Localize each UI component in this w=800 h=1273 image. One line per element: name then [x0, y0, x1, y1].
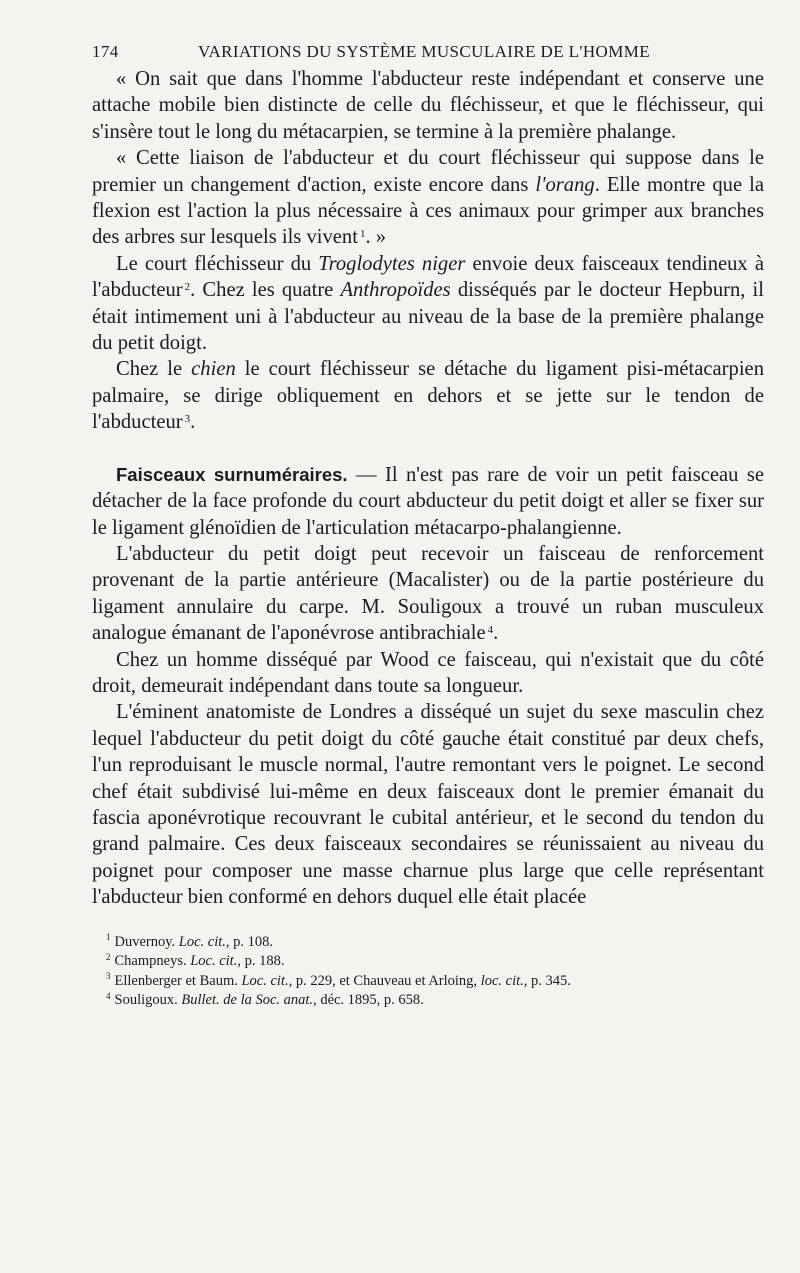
body-text	[92, 66, 764, 911]
footnote-1: $^1$ Duvernoy. Loc. cit., p. 108.	[106, 932, 274, 950]
section-heading: Faisceaux surnuméraires.	[116, 463, 348, 485]
footnote-ref-2: 2	[184, 280, 191, 293]
italic-term-orang: l'orang	[535, 173, 595, 196]
running-head	[92, 38, 764, 66]
paragraph-renforcement: L'abducteur du petit doigt peut recevoir un faisceau de renforcement provenant de la partie antérieure (Macalister) ou de la partie postérieure du ligament annulaire du carpe. M. Souligoux a trouvé un ruban musculeux analogue émanant de l'aponévrose antibrachiale $^4$.	[92, 542, 764, 645]
page-number: 174	[92, 42, 119, 61]
paragraph-chien: Chez le chien le court fléchisseur se détache du ligament pisi-métacarpien palmaire, se dirige obliquement en dehors et se jette sur le tendon de l'abducteur $^3$.	[92, 358, 764, 434]
running-title: VARIATIONS DU SYSTÈME MUSCULAIRE DE L'HOMME	[198, 42, 651, 61]
footnotes	[92, 933, 764, 1011]
paragraph-faisceaux: Faisceaux surnuméraires. — Il n'est pas rare de voir un petit faisceau se détacher de la face profonde du court abducteur du petit doigt et aller se fixer sur le ligament glénoïdien de l'articulation métacarpo-phalangienne.	[92, 463, 764, 539]
footnote-ref-3: 3	[184, 412, 191, 425]
footnote-3: $^3$ Ellenberger et Baum. Loc. cit., p. 229, et Chauveau et Arloing, loc. cit., p. 345.	[106, 971, 571, 989]
footnote-2: $^2$ Champneys. Loc. cit., p. 188.	[106, 951, 285, 970]
footnote-ref-1: 1	[359, 227, 366, 240]
italic-term-chien: chien	[191, 358, 236, 381]
footnote-ref-4: 4	[487, 623, 494, 636]
paragraph-wood: Chez un homme disséqué par Wood ce faisceau, qui n'existait que du côté droit, demeurait indépendant dans toute sa longueur.	[92, 648, 764, 697]
paragraph-quote-1: « On sait que dans l'homme l'abducteur reste indépendant et conserve une attache mobile bien distincte de celle du fléchisseur, et que le fléchisseur, qui s'insère tout le long du métacarpien, se termine à la première phalange.	[92, 68, 764, 143]
italic-term-troglodytes: Troglodytes niger	[318, 252, 466, 275]
footnote-4: $^4$ Souligoux. Bullet. de la Soc. anat., déc. 1895, p. 658.	[106, 990, 424, 1009]
paragraph-troglodytes: Le court fléchisseur du Troglodytes niger envoie deux faisceaux tendineux à l'abducteur $^2$. Chez les quatre Anthropoïdes disséqués par le docteur Hepburn, il était intimement uni à l'abducteur au niveau de la base de la première phalange du petit doigt.	[92, 252, 764, 355]
paragraph-quote-2: « Cette liaison de l'abducteur et du court fléchisseur qui suppose dans le premier un changement d'action, existe encore dans l'orang. Elle montre que la flexion est l'action la plus nécessaire à ces animaux pour grimper aux branches des arbres sur lesquels ils vivent $^1$. »	[92, 147, 764, 249]
book-page	[92, 38, 764, 1011]
italic-term-anthropoides: Anthropoïdes	[340, 279, 451, 302]
paragraph-londres: L'éminent anatomiste de Londres a disséqué un sujet du sexe masculin chez lequel l'abducteur du petit doigt du côté gauche était constitué par deux chefs, l'un reproduisant le muscle normal, l'autre remontant vers le poignet. Le second chef était subdivisé lui-même en deux faisceaux dont le premier émanait du fascia aponévrotique recouvrant le cubital antérieur, et le second du tendon du grand palmaire. Ces deux faisceaux secondaires se réunissaient au niveau du poignet pour composer une masse charnue plus large que celle représentant l'abducteur bien conformé en dehors duquel elle était placée	[92, 701, 764, 909]
